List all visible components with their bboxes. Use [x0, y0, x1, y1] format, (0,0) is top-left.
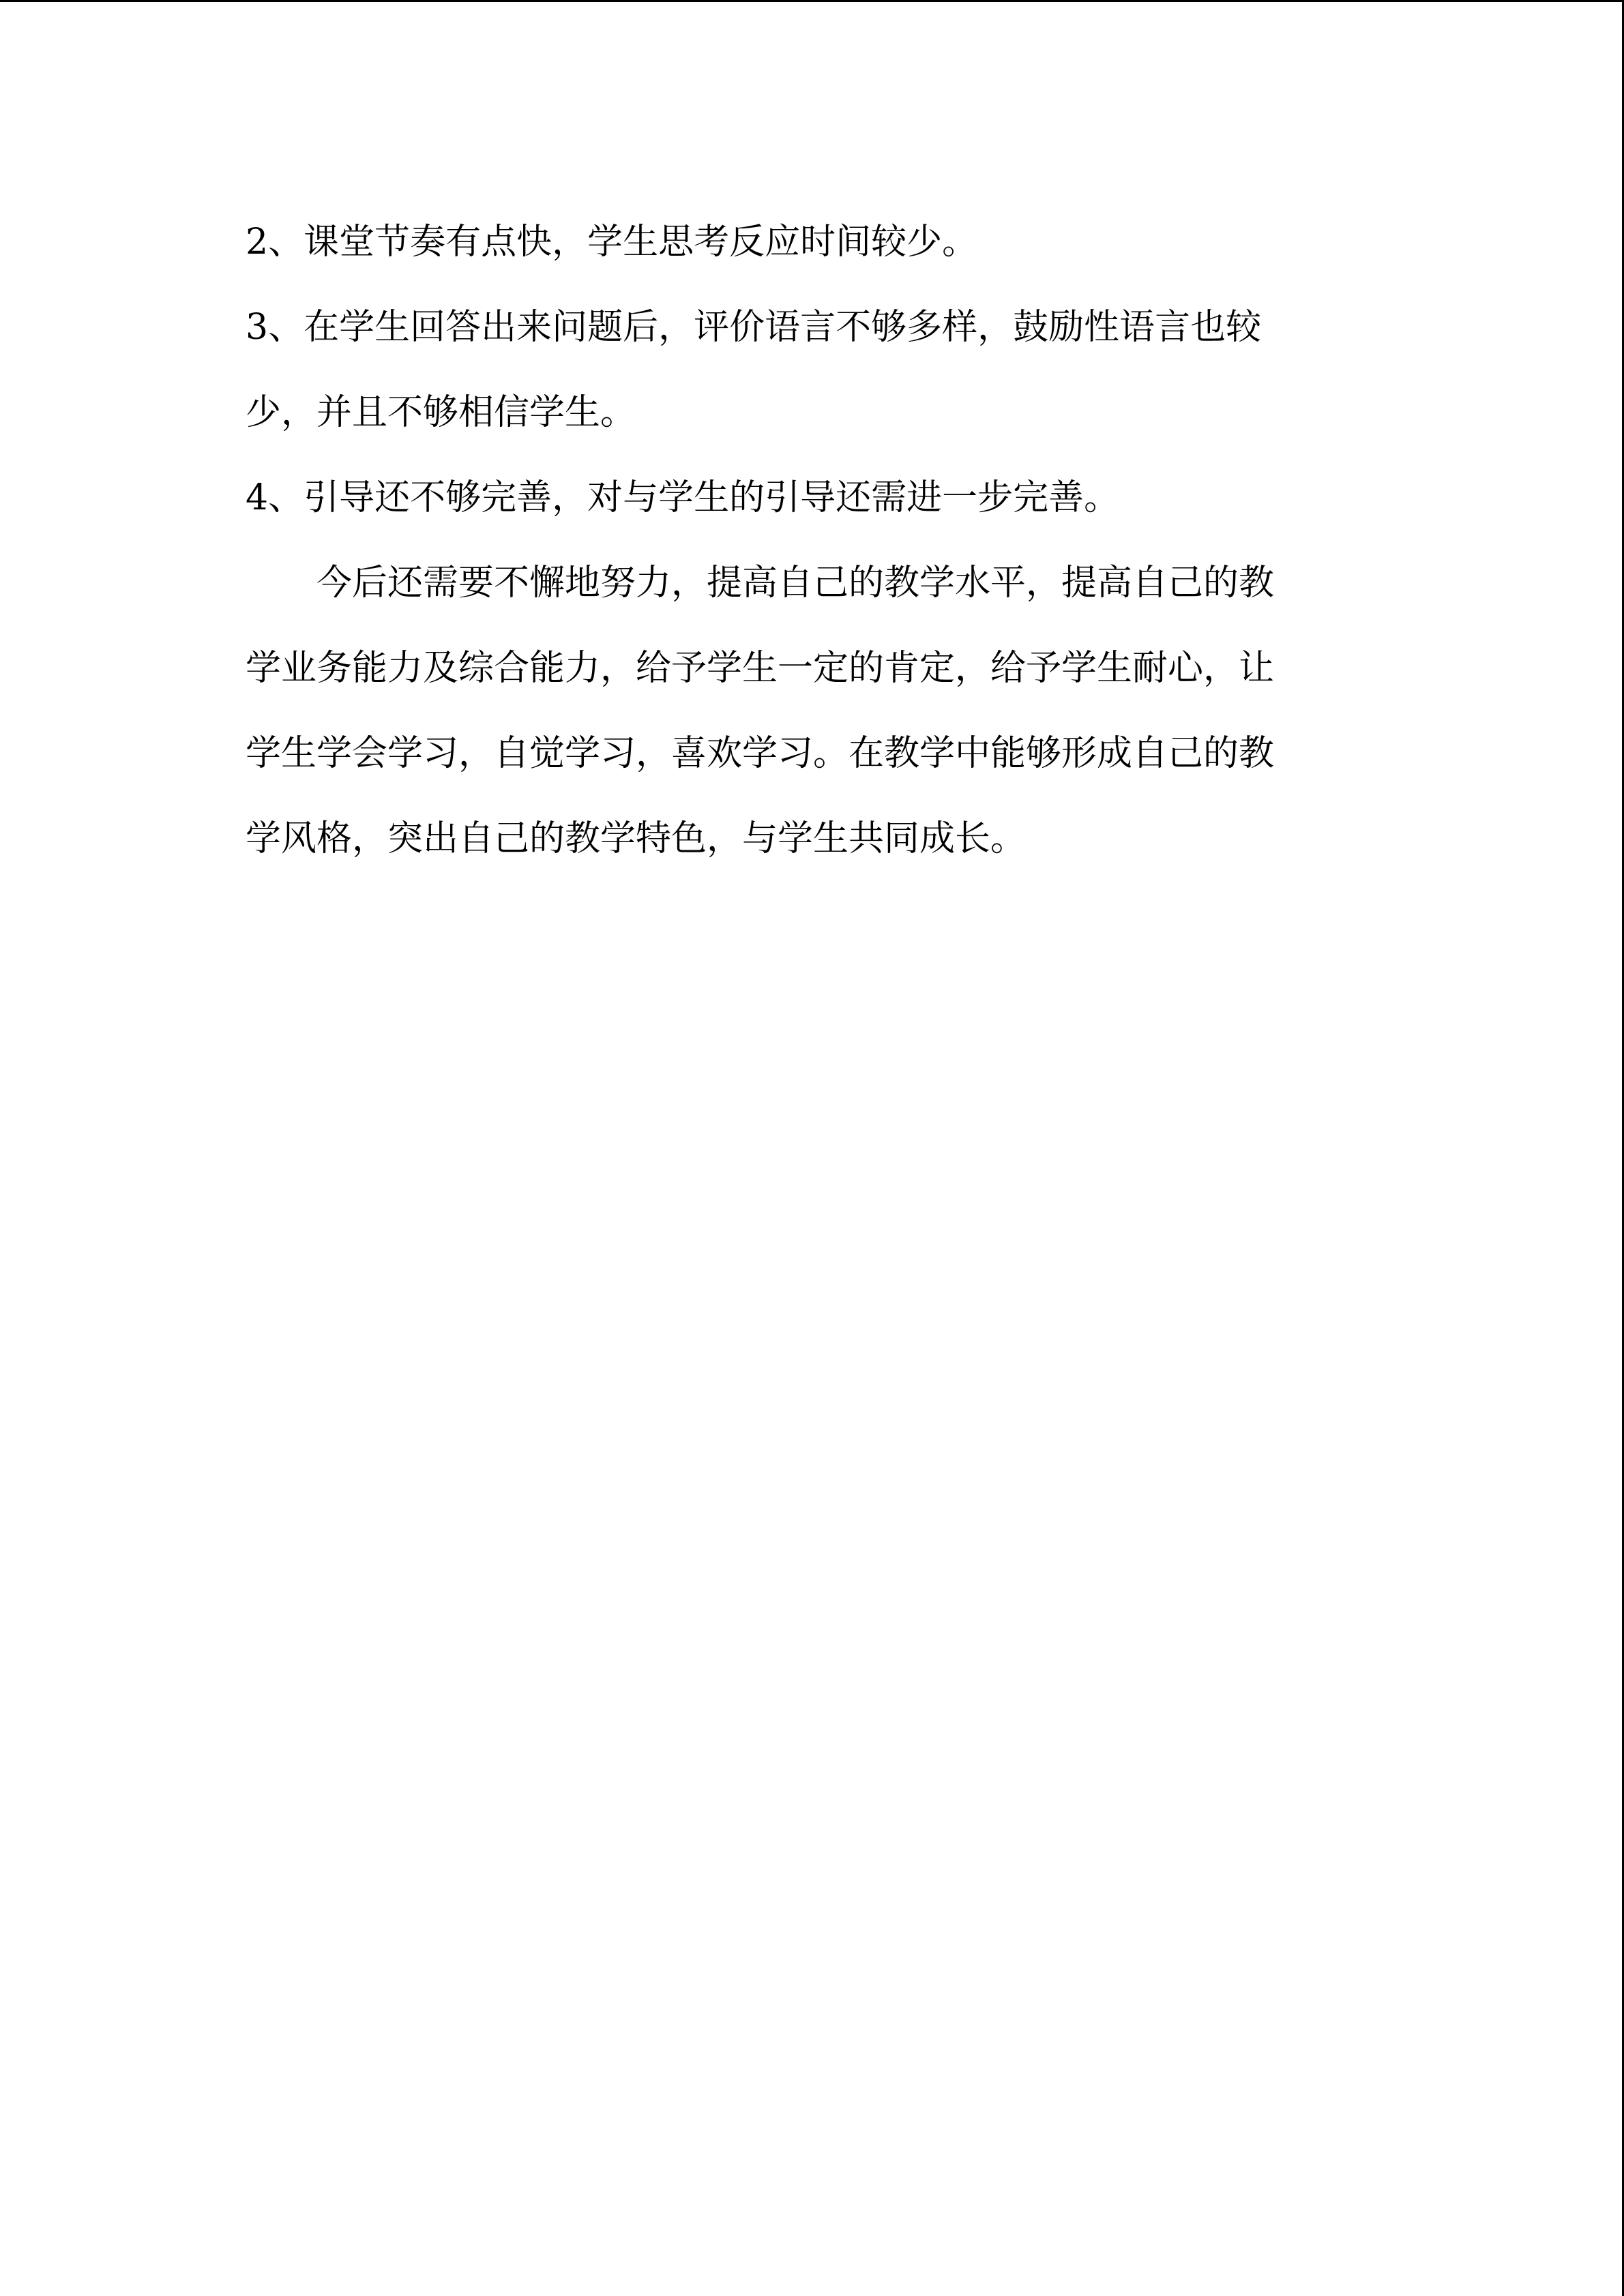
paragraph-line-1: 今后还需要不懈地努力，提高自己的教学水平，提高自己的教: [316, 563, 1275, 603]
paragraph-line-4: 学风格，突出自己的教学特色，与学生共同成长。: [246, 818, 1027, 859]
paragraph-line-2: 学业务能力及综合能力，给予学生一定的肯定，给予学生耐心，让: [246, 648, 1275, 689]
list-item-2: 2、课堂节奏有点快，学生思考反应时间较少。: [246, 222, 978, 263]
paragraph-line-3: 学生学会学习，自觉学习，喜欢学习。在教学中能够形成自己的教: [246, 733, 1275, 774]
list-item-3-continued: 少，并且不够相信学生。: [246, 392, 636, 433]
list-item-3: 3、在学生回答出来问题后，评价语言不够多样，鼓励性语言也较: [246, 307, 1262, 348]
list-item-4: 4、引导还不够完善，对与学生的引导还需进一步完善。: [246, 477, 1120, 518]
